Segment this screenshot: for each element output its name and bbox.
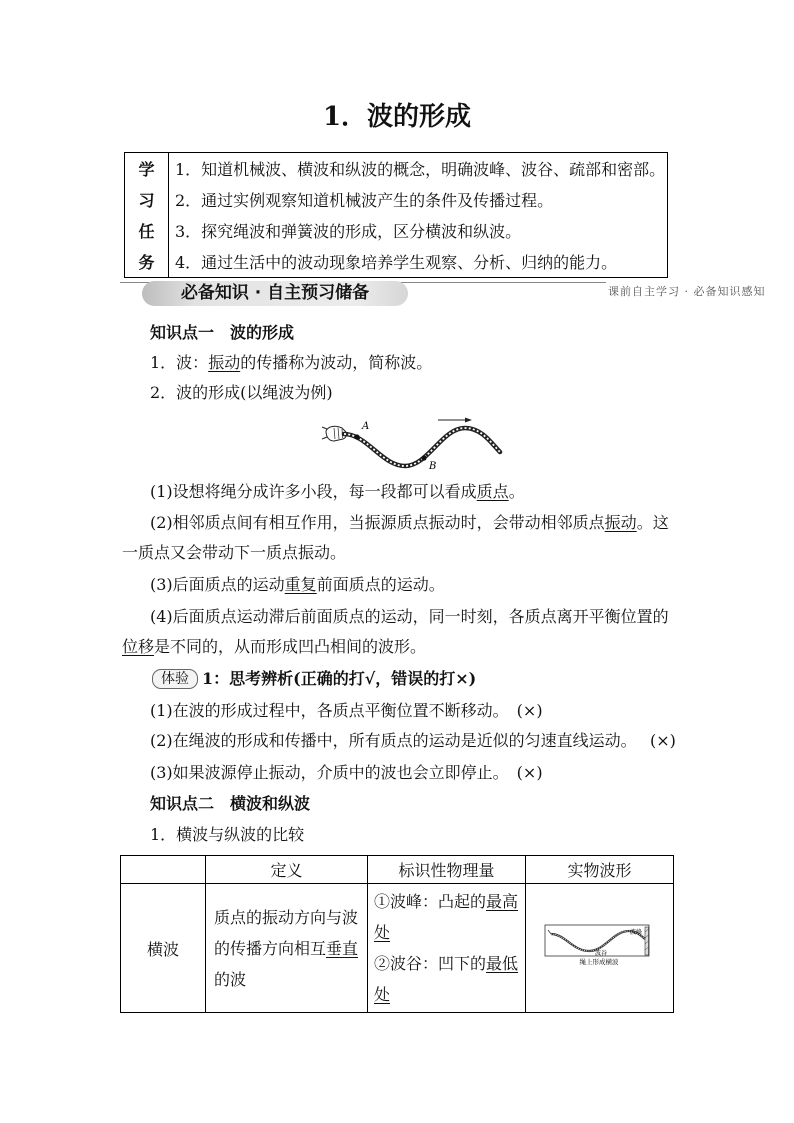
quantity-line bbox=[374, 886, 525, 917]
learning-tasks-items bbox=[169, 153, 667, 277]
table-header-row bbox=[121, 856, 674, 884]
comparison-subtitle: 1．横波与纵波的比较 bbox=[150, 825, 305, 844]
task-item: 3．探究绳波和弹簧波的形成，区分横波和纵波。 bbox=[175, 222, 522, 241]
text-segment: 1．波： bbox=[150, 353, 209, 372]
quantity-line bbox=[374, 948, 525, 979]
wave-definition bbox=[150, 353, 432, 373]
task-item: 4．通过生活中的波动现象培养学生观察、分析、归纳的能力。 bbox=[175, 253, 618, 272]
practice-item bbox=[150, 701, 543, 721]
learning-tasks-table bbox=[124, 152, 668, 278]
trough-label: 波谷 bbox=[595, 950, 608, 957]
task-item: 1．知道机械波、横波和纵波的概念，明确波峰、波谷、疏部和密部。 bbox=[175, 160, 666, 179]
practice-title: 1：思考辨析(正确的打√，错误的打×) bbox=[202, 669, 477, 688]
crest-label: 波峰 bbox=[630, 929, 643, 936]
table-header: 定义 bbox=[206, 856, 368, 884]
knowledge-point-2-heading: 知识点二 横波和纵波 bbox=[150, 794, 311, 813]
point-b-marker bbox=[421, 455, 426, 460]
table-header: 实物波形 bbox=[526, 856, 674, 884]
task-item: 2．通过实例观察知道机械波产生的条件及传播过程。 bbox=[175, 191, 554, 210]
practice-item bbox=[150, 763, 543, 783]
practice-answer: (×) bbox=[516, 763, 543, 782]
page-title: 1．波的形成 bbox=[322, 102, 472, 132]
figure-caption: 绳上形成横波 bbox=[579, 958, 619, 966]
text-segment: 前面质点的运动。 bbox=[316, 575, 445, 594]
learning-tasks-label bbox=[125, 153, 169, 277]
knowledge-point-1-heading: 知识点一 波的形成 bbox=[150, 323, 295, 342]
table-header-empty bbox=[121, 856, 206, 884]
text-segment: 的传播称为波动，简称波。 bbox=[240, 353, 433, 372]
table-header: 标识性物理量 bbox=[368, 856, 526, 884]
formation-step-4-continued bbox=[122, 637, 426, 657]
rope-wave-figure bbox=[322, 416, 502, 474]
formation-title: 2．波的形成(以绳波为例) bbox=[150, 383, 333, 402]
propagation-arrow-icon bbox=[438, 418, 472, 423]
post-icon bbox=[645, 927, 649, 955]
tasks-label-char: 任 bbox=[138, 222, 155, 241]
practice-item bbox=[150, 731, 637, 751]
quantity-line bbox=[374, 979, 525, 1010]
formation-step-4: (4)后面质点运动滞后前面质点的运动，同一时刻，各质点离开平衡位置的 bbox=[150, 607, 669, 626]
text-segment: 是不同的，从而形成凹凸相间的波形。 bbox=[154, 637, 427, 656]
practice-answer: (×) bbox=[516, 701, 543, 720]
text-segment: (2)相邻质点间有相互作用，当振源质点振动时，会带动相邻质点 bbox=[150, 513, 605, 532]
definition-line bbox=[214, 933, 367, 964]
underlined-term: 处 bbox=[374, 985, 391, 1004]
text-segment: (1)设想将绳分成许多小段，每一段都可以看成 bbox=[150, 482, 477, 501]
underlined-term: 位移 bbox=[122, 637, 155, 656]
practice-question: (1)在波的形成过程中，各质点平衡位置不断移动。 bbox=[150, 701, 509, 720]
formation-step-1 bbox=[150, 482, 525, 502]
quantities-cell bbox=[368, 884, 526, 1013]
tasks-label-char: 习 bbox=[138, 191, 155, 210]
practice-answer: (×) bbox=[650, 731, 676, 750]
transverse-wave-figure bbox=[543, 924, 655, 968]
formation-step-3 bbox=[150, 575, 445, 595]
text-segment: ①波峰：凸起的 bbox=[374, 892, 487, 911]
practice-header bbox=[152, 669, 476, 689]
formation-step-2-continued: 一质点又会带动下一质点振动。 bbox=[122, 543, 347, 562]
practice-question: (2)在绳波的形成和传播中，所有质点的运动是近似的匀速直线运动。 bbox=[150, 731, 637, 750]
section-banner-side-text: 课前自主学习 · 必备知识感知 bbox=[608, 285, 766, 298]
point-a-marker bbox=[354, 434, 359, 439]
label-a: A bbox=[362, 421, 370, 432]
text-segment: 。 bbox=[508, 482, 525, 501]
section-banner: 必备知识 · 自主预习储备 bbox=[142, 281, 408, 306]
underlined-term: 处 bbox=[374, 923, 391, 942]
text-segment: ②波谷：凹下的 bbox=[374, 954, 487, 973]
definition-line: 的波 bbox=[214, 969, 247, 989]
practice-tag: 体验 bbox=[152, 669, 198, 689]
practice-question: (3)如果波源停止振动，介质中的波也会立即停止。 bbox=[150, 763, 509, 782]
underlined-term: 最高 bbox=[486, 892, 519, 911]
underlined-term: 质点 bbox=[476, 482, 509, 501]
tasks-label-char: 学 bbox=[138, 160, 155, 179]
label-b: B bbox=[429, 461, 437, 472]
row-name: 横波 bbox=[121, 884, 206, 1013]
text-segment: 的传播方向相互 bbox=[214, 938, 327, 958]
underlined-term: 振动 bbox=[604, 513, 637, 532]
formation-step-2 bbox=[150, 513, 669, 533]
quantity-line bbox=[374, 917, 525, 948]
definition-cell bbox=[206, 884, 368, 1013]
tasks-label-char: 务 bbox=[138, 253, 155, 272]
underlined-term: 垂直 bbox=[326, 938, 359, 958]
text-segment: (3)后面质点的运动 bbox=[150, 575, 285, 594]
text-segment: 。这 bbox=[636, 513, 669, 532]
underlined-term: 重复 bbox=[284, 575, 317, 594]
underlined-term: 最低 bbox=[486, 954, 519, 973]
underlined-term: 振动 bbox=[208, 353, 241, 372]
definition-line: 质点的振动方向与波 bbox=[214, 907, 359, 927]
